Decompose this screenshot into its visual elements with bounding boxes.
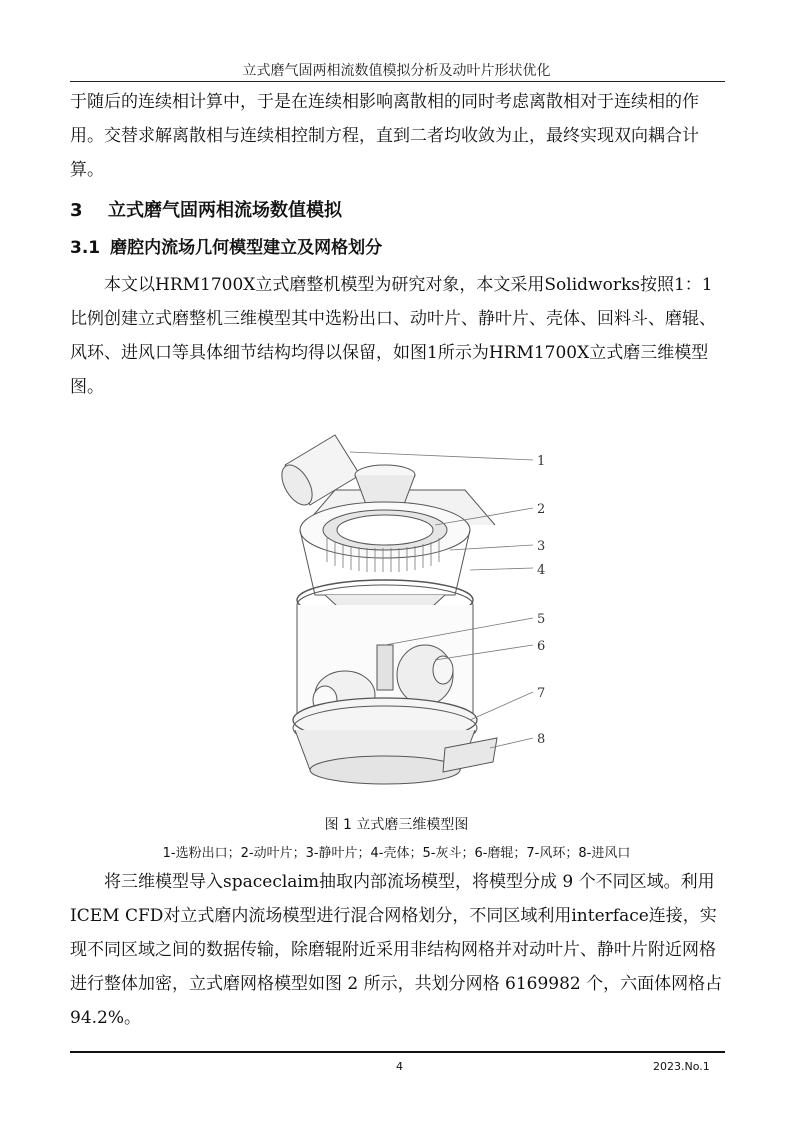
section-heading xyxy=(70,196,342,222)
callout-4: 4 xyxy=(537,563,546,578)
header-rule xyxy=(70,81,725,82)
paragraph-model: 本文以HRM1700X立式磨整机模型为研究对象，本文采用Solidworks按照1：1比例创建立式磨整机三维模型其中选粉出口、动叶片、静叶片、壳体、回料斗、磨辊、风环、进风口等具体细节结构均得以保留，如图1所示为HRM1700X立式磨三维模型图。 xyxy=(70,275,716,397)
callout-7: 7 xyxy=(537,686,546,701)
section-title: 立式磨气固两相流场数值模拟 xyxy=(108,200,342,221)
figure-vertical-mill-3d-model xyxy=(265,430,565,795)
callout-8: 8 xyxy=(537,732,546,747)
mill-drawing xyxy=(265,430,565,795)
callout-2: 2 xyxy=(537,502,546,517)
paragraph-continued: 于随后的连续相计算中，于是在连续相影响离散相的同时考虑离散相对于连续相的作用。交替求解离散相与连续相控制方程，直到二者均收敛为止，最终实现双向耦合计算。 xyxy=(70,92,699,180)
callout-5: 5 xyxy=(537,612,546,627)
figure-legend: 1-选粉出口；2-动叶片；3-静叶片；4-壳体；5-灰斗；6-磨辊；7-风环；8-进风口 xyxy=(162,846,631,861)
running-header: 立式磨气固两相流数值模拟分析及动叶片形状优化 xyxy=(242,63,551,79)
callout-3: 3 xyxy=(537,539,546,554)
section-number: 3 xyxy=(70,200,83,221)
page-number: 4 xyxy=(396,1060,403,1073)
figure-caption: 图 1 立式磨三维模型图 xyxy=(324,817,469,833)
footer-rule xyxy=(70,1051,725,1053)
subsection-number: 3.1 xyxy=(70,238,101,258)
subsection-heading xyxy=(70,233,382,258)
callout-6: 6 xyxy=(537,639,546,654)
paragraph-mesh: 将三维模型导入spaceclaim抽取内部流场模型，将模型分成 9 个不同区域。利用ICEM CFD对立式磨内流场模型进行混合网格划分，不同区域利用interface连接，实现不同区域之间的数据传输，除磨辊附近采用非结构网格并对动叶片、静叶片附近网格进行整体加密，立式磨网格模型如图 2 所示，共划分网格 6169982 个，六面体网格占 94.2%。 xyxy=(70,872,723,1028)
callout-1: 1 xyxy=(537,454,546,469)
journal-issue: 2023.No.1 xyxy=(653,1060,710,1073)
subsection-title: 磨腔内流场几何模型建立及网格划分 xyxy=(110,238,383,258)
